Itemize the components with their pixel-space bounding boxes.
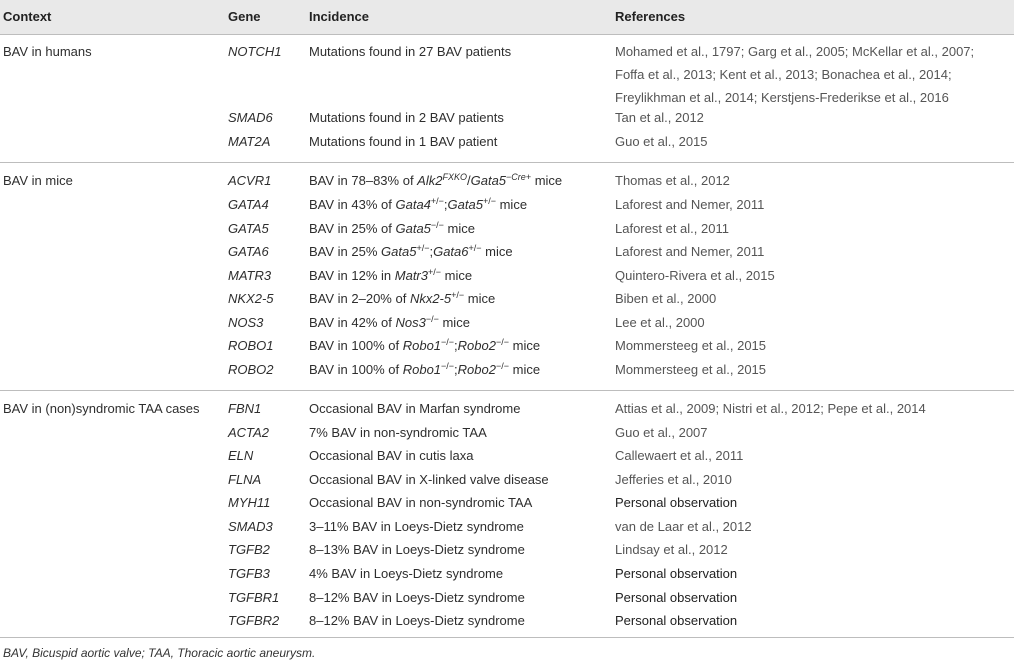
gene-cell: MATR3 bbox=[228, 268, 272, 283]
reference-line: Personal observation bbox=[615, 590, 738, 605]
context-label: BAV in mice bbox=[3, 173, 73, 188]
incidence-cell: BAV in 25% Gata5+/−;Gata6+/− mice bbox=[309, 243, 513, 259]
reference-line: Quintero-Rivera et al., 2015 bbox=[615, 268, 775, 283]
table-footnote: BAV, Bicuspid aortic valve; TAA, Thoracic aortic aneurysm. bbox=[3, 646, 316, 660]
gene-cell: ELN bbox=[228, 448, 254, 463]
gene-cell: GATA5 bbox=[228, 221, 269, 236]
gene-cell: NKX2-5 bbox=[228, 291, 274, 306]
incidence-cell: 4% BAV in Loeys-Dietz syndrome bbox=[309, 566, 504, 581]
gene-cell: TGFBR2 bbox=[228, 613, 280, 628]
references-cell bbox=[615, 217, 729, 240]
reference-line: Lee et al., 2000 bbox=[615, 315, 705, 330]
header-context: Context bbox=[3, 9, 52, 24]
references-cell bbox=[615, 586, 737, 609]
row-divider bbox=[0, 162, 1014, 163]
incidence-cell: 7% BAV in non-syndromic TAA bbox=[309, 425, 487, 440]
references-cell bbox=[615, 240, 764, 263]
reference-line: Foffa et al., 2013; Kent et al., 2013; Bonachea et al., 2014; bbox=[615, 67, 952, 82]
incidence-cell: 8–12% BAV in Loeys-Dietz syndrome bbox=[309, 590, 525, 605]
references-cell bbox=[615, 334, 766, 357]
gene-cell: TGFBR1 bbox=[228, 590, 280, 605]
incidence-cell: Mutations found in 27 BAV patients bbox=[309, 44, 512, 59]
reference-line: Jefferies et al., 2010 bbox=[615, 472, 732, 487]
context-label: BAV in humans bbox=[3, 44, 92, 59]
references-cell bbox=[615, 609, 737, 632]
incidence-cell: 8–12% BAV in Loeys-Dietz syndrome bbox=[309, 613, 525, 628]
incidence-cell: 8–13% BAV in Loeys-Dietz syndrome bbox=[309, 542, 525, 557]
reference-line: Biben et al., 2000 bbox=[615, 291, 717, 306]
context-label: BAV in (non)syndromic TAA cases bbox=[3, 401, 200, 416]
incidence-cell: BAV in 100% of Robo1−/−;Robo2−/− mice bbox=[309, 361, 541, 377]
reference-line: Personal observation bbox=[615, 495, 738, 510]
gene-cell: FBN1 bbox=[228, 401, 262, 416]
incidence-cell: BAV in 43% of Gata4+/−;Gata5+/− mice bbox=[309, 196, 528, 212]
references-cell bbox=[615, 421, 708, 444]
reference-line: Personal observation bbox=[615, 613, 738, 628]
gene-cell: SMAD6 bbox=[228, 110, 273, 125]
reference-line: Mommersteeg et al., 2015 bbox=[615, 362, 767, 377]
references-cell bbox=[615, 444, 743, 467]
row-divider bbox=[0, 390, 1014, 391]
gene-cell: MAT2A bbox=[228, 134, 271, 149]
references-cell bbox=[615, 287, 716, 310]
gene-cell: ROBO2 bbox=[228, 362, 274, 377]
incidence-cell: BAV in 100% of Robo1−/−;Robo2−/− mice bbox=[309, 337, 541, 353]
reference-line: Freylikhman et al., 2014; Kerstjens-Frederikse et al., 2016 bbox=[615, 90, 949, 105]
incidence-cell: Occasional BAV in non-syndromic TAA bbox=[309, 495, 533, 510]
gene-cell: FLNA bbox=[228, 472, 262, 487]
reference-line: Mohamed et al., 1797; Garg et al., 2005; McKellar et al., 2007; bbox=[615, 44, 975, 59]
reference-line: Laforest et al., 2011 bbox=[615, 221, 729, 236]
gene-cell: MYH11 bbox=[228, 495, 271, 510]
incidence-cell: BAV in 78–83% of $Alk2^{FXKO}/Gata5^{-Cre+}$ mice bbox=[309, 172, 563, 188]
incidence-cell: Occasional BAV in X-linked valve disease bbox=[309, 472, 549, 487]
header-references: References bbox=[615, 9, 686, 24]
references-cell bbox=[615, 538, 728, 561]
gene-cell: GATA6 bbox=[228, 244, 269, 259]
incidence-cell: Mutations found in 2 BAV patients bbox=[309, 110, 504, 125]
gene-cell: GATA4 bbox=[228, 197, 269, 212]
gene-cell: TGFB2 bbox=[228, 542, 270, 557]
incidence-cell: 3–11% BAV in Loeys-Dietz syndrome bbox=[309, 519, 524, 534]
reference-line: Laforest and Nemer, 2011 bbox=[615, 197, 765, 212]
gene-cell: NOS3 bbox=[228, 315, 264, 330]
references-cell bbox=[615, 562, 737, 585]
incidence-cell: BAV in 12% in Matr3+/− mice bbox=[309, 267, 473, 283]
gene-cell: ACVR1 bbox=[228, 173, 272, 188]
references-cell bbox=[615, 311, 705, 334]
reference-line: van de Laar et al., 2012 bbox=[615, 519, 752, 534]
references-cell bbox=[615, 264, 775, 287]
gene-cell: ACTA2 bbox=[228, 425, 269, 440]
references-cell bbox=[615, 515, 752, 538]
reference-line: Callewaert et al., 2011 bbox=[615, 448, 744, 463]
reference-line: Attias et al., 2009; Nistri et al., 2012; Pepe et al., 2014 bbox=[615, 401, 926, 416]
incidence-cell: Mutations found in 1 BAV patient bbox=[309, 134, 498, 149]
references-cell bbox=[615, 40, 974, 109]
reference-line: Mommersteeg et al., 2015 bbox=[615, 338, 767, 353]
references-cell bbox=[615, 106, 704, 129]
gene-cell: TGFB3 bbox=[228, 566, 270, 581]
references-cell bbox=[615, 468, 732, 491]
gene-cell: SMAD3 bbox=[228, 519, 273, 534]
reference-line: Guo et al., 2007 bbox=[615, 425, 708, 440]
gene-cell: NOTCH1 bbox=[228, 44, 282, 59]
reference-line: Tan et al., 2012 bbox=[615, 110, 704, 125]
incidence-cell: BAV in 42% of Nos3−/− mice bbox=[309, 314, 470, 330]
reference-line: Thomas et al., 2012 bbox=[615, 173, 730, 188]
incidence-cell: BAV in 2–20% of Nkx2-5+/− mice bbox=[309, 290, 496, 306]
references-cell bbox=[615, 397, 926, 420]
header-incidence: Incidence bbox=[309, 9, 369, 24]
gene-cell: ROBO1 bbox=[228, 338, 274, 353]
reference-line: Guo et al., 2015 bbox=[615, 134, 708, 149]
incidence-cell: BAV in 25% of Gata5−/− mice bbox=[309, 220, 475, 236]
references-cell bbox=[615, 491, 737, 514]
reference-line: Personal observation bbox=[615, 566, 738, 581]
reference-line: Lindsay et al., 2012 bbox=[615, 542, 728, 557]
references-cell bbox=[615, 358, 766, 381]
header-gene: Gene bbox=[228, 9, 261, 24]
references-cell bbox=[615, 130, 708, 153]
incidence-cell: Occasional BAV in cutis laxa bbox=[309, 448, 474, 463]
incidence-cell: Occasional BAV in Marfan syndrome bbox=[309, 401, 521, 416]
reference-line: Laforest and Nemer, 2011 bbox=[615, 244, 765, 259]
row-divider bbox=[0, 637, 1014, 638]
table-header bbox=[0, 0, 1014, 35]
references-cell bbox=[615, 193, 764, 216]
references-cell bbox=[615, 169, 730, 192]
